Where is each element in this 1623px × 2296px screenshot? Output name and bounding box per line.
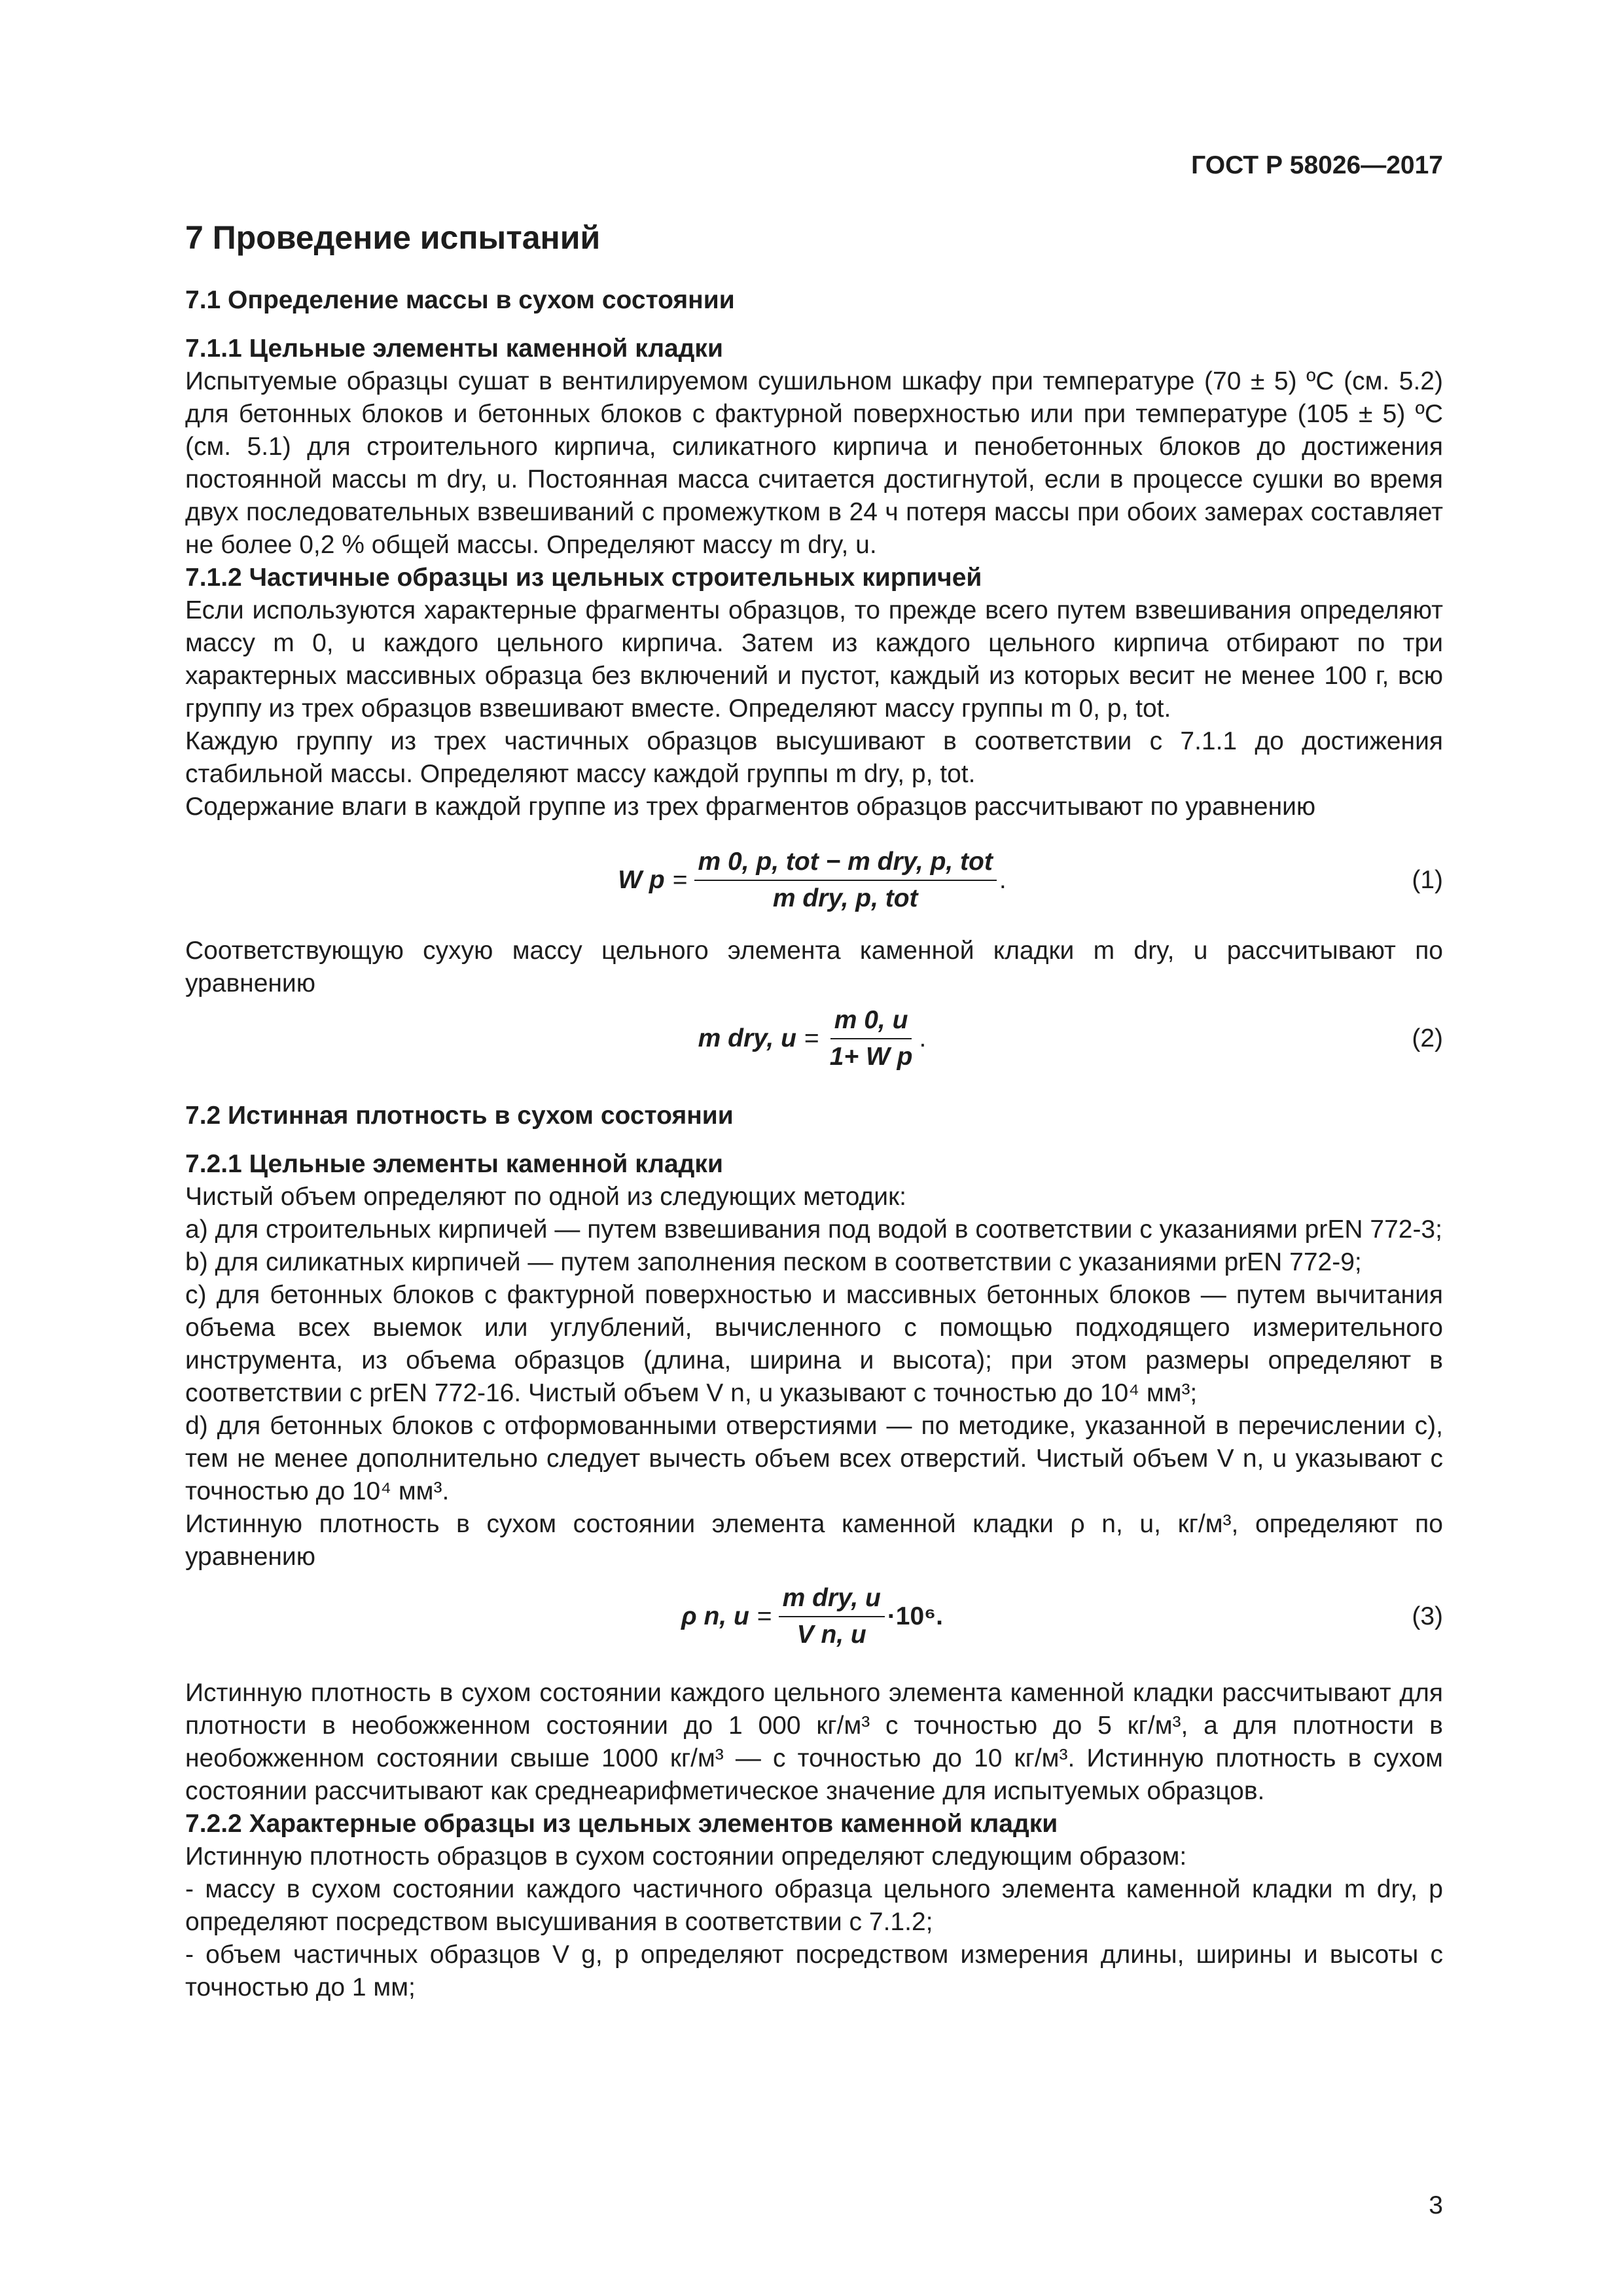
list-item-c: c) для бетонных блоков с фактурной поверхностью и массивных бетонных блоков — путем вычитания объема всех выемок или углублений, вычисленного с помощью подходящего измерительного инструмента, из объема образцов (длина, ширина и высота); при этом размеры определяют в соответствии с prEN 772-16. Чистый объем V n, u указывают с точностью до 10⁴ мм³; [185, 1281, 1443, 1407]
formula-2-number: (2) [1412, 1024, 1443, 1052]
formula-2-period: . [919, 1024, 927, 1052]
list-item-b: b) для силикатных кирпичей — путем заполнения песком в соответствии с указаниями prEN 772-9; [185, 1248, 1362, 1276]
section-7-1-1-title: 7.1.1 Цельные элементы каменной кладки [185, 334, 723, 363]
section-7-2-title: 7.2 Истинная плотность в сухом состоянии [185, 1102, 734, 1130]
formula-3-fraction [779, 1581, 885, 1653]
section-7-1-2-para-3: Содержание влаги в каждой группе из трех фрагментов образцов рассчитывают по уравнению [185, 793, 1316, 821]
formula-2-numerator: m 0, u [830, 1003, 912, 1039]
formula-1-number: (1) [1412, 866, 1443, 894]
formula-1-fraction [694, 844, 997, 916]
formula-3-number: (3) [1412, 1602, 1443, 1630]
density-intro-text: Истинную плотность в сухом состоянии элемента каменной кладки ρ n, u, кг/м³, определяют по уравнению [185, 1510, 1443, 1571]
page-number: 3 [1429, 2191, 1443, 2219]
document-id: ГОСТ Р 58026—2017 [1191, 151, 1443, 179]
section-7-1-title: 7.1 Определение массы в сухом состоянии [185, 286, 735, 314]
section-7-1-2-title: 7.1.2 Частичные образцы из цельных строительных кирпичей [185, 564, 982, 592]
formula-3-multiplier: ·10⁶. [887, 1602, 943, 1630]
section-7-title: 7 Проведение испытаний [185, 219, 601, 256]
section-7-2-2-intro: Истинную плотность образцов в сухом состоянии определяют следующим образом: [185, 1842, 1187, 1871]
formula-2-lhs: m dry, u [698, 1024, 796, 1052]
formula-1-lhs: W p [618, 866, 665, 894]
section-7-1-2-para-1: Если используются характерные фрагменты образцов, то прежде всего путем взвешивания определяют массу m 0, u каждого цельного кирпича. Затем из каждого цельного кирпича отбирают по три характерных массивных образца без включений и пустот, каждый из которых весит не менее 100 г, всю группу из трех образцов взвешивают вместе. Определяют массу группы m 0, p, tot. [185, 596, 1443, 723]
formula-1 [185, 838, 1443, 923]
bullet-item-2: - объем частичных образцов V g, p определяют посредством измерения длины, ширины и высоты с точностью до 1 мм; [185, 1941, 1443, 2001]
formula-3-equals: = [757, 1602, 772, 1630]
after-formula-3-text: Истинную плотность в сухом состоянии каждого цельного элемента каменной кладки рассчитывают для плотности в необожженном состоянии до 1 000 кг/м³ с точностью до 5 кг/м³, а для плотности в необожженном состоянии свыше 1000 кг/м³ — с точностью до 10 кг/м³. Истинную плотность в сухом состоянии рассчитывают как среднеарифметическое значение для испытуемых образцов. [185, 1679, 1443, 1805]
formula-3-denominator: V n, u [796, 1621, 866, 1649]
formula-3 [185, 1573, 1443, 1660]
list-item-a: а) для строительных кирпичей — путем взвешивания под водой в соответствии с указаниями prEN 772-3; [185, 1215, 1442, 1244]
after-formula-1-text: Соответствующую сухую массу цельного элемента каменной кладки m dry, u рассчитывают по уравнению [185, 937, 1443, 997]
formula-2-fraction [826, 1003, 917, 1075]
section-7-2-2-title: 7.2.2 Характерные образцы из цельных элементов каменной кладки [185, 1810, 1058, 1838]
formula-3-lhs: ρ n, u [681, 1602, 749, 1630]
formula-2-denominator: 1+ W p [829, 1043, 913, 1071]
section-7-2-1-title: 7.2.1 Цельные элементы каменной кладки [185, 1150, 723, 1178]
bullet-item-1: - массу в сухом состоянии каждого частичного образца цельного элемента каменной кладки m dry, p определяют посредством высушивания в соответствии с 7.1.2; [185, 1875, 1443, 1936]
list-item-d: d) для бетонных блоков с отформованными отверстиями — по методике, указанной в перечислении с), тем не менее дополнительно следует вычесть объем всех отверстий. Чистый объем V n, u указывают с точностью до 10⁴ мм³. [185, 1412, 1443, 1505]
formula-3-numerator: m dry, u [779, 1581, 885, 1617]
formula-2-equals: = [804, 1024, 819, 1052]
section-7-1-1-text: Испытуемые образцы сушат в вентилируемом сушильном шкафу при температуре (70 ± 5) ºС (см. 5.2) для бетонных блоков и бетонных блоков с фактурной поверхностью или при температуре (105 ± 5) ºС (см. 5.1) для строительного кирпича, силикатного кирпича и пенобетонных блоков до достижения постоянной массы m dry, u. Постоянная масса считается достигнутой, если в процессе сушки во время двух последовательных взвешиваний с промежутком в 24 ч потеря массы при обоих замерах составляет не более 0,2 % общей массы. Определяют массу m dry, u. [185, 367, 1443, 559]
section-7-1-2-para-2: Каждую группу из трех частичных образцов высушивают в соответствии с 7.1.1 до достижения стабильной массы. Определяют массу каждой группы m dry, p, tot. [185, 727, 1443, 788]
formula-2 [185, 1000, 1443, 1077]
formula-1-period: . [999, 866, 1007, 894]
section-7-2-1-intro: Чистый объем определяют по одной из следующих методик: [185, 1183, 906, 1211]
formula-1-equals: = [672, 866, 688, 894]
formula-1-numerator: m 0, p, tot − m dry, p, tot [694, 844, 997, 881]
formula-1-denominator: m dry, p, tot [772, 884, 918, 912]
